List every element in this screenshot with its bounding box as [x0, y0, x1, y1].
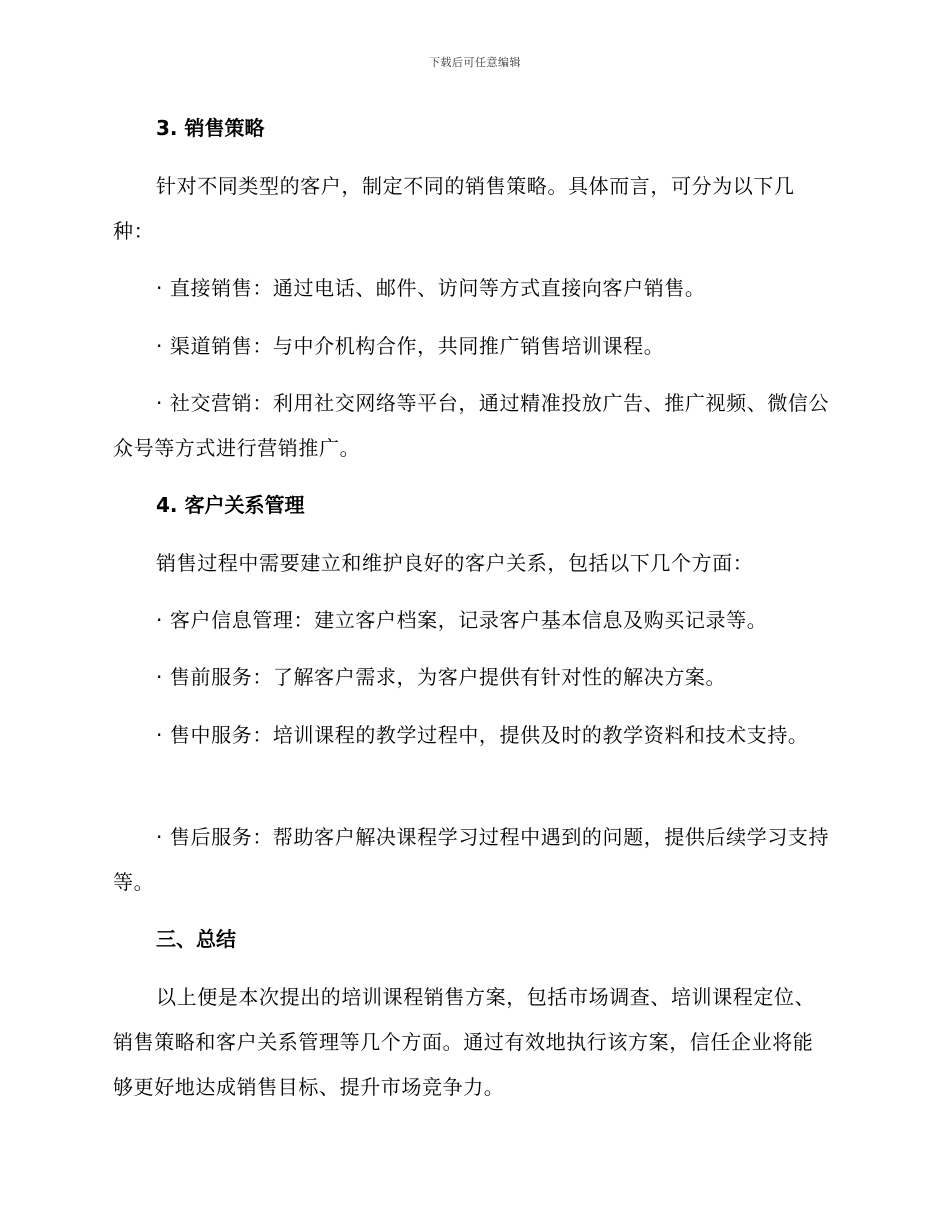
customer-relations-item-info: · 客户信息管理：建立客户档案，记录客户基本信息及购买记录等。	[156, 608, 768, 632]
section-heading-sales-strategy: 3. 销售策略	[156, 116, 265, 140]
header-note: 下载后可任意编辑	[429, 56, 521, 69]
sales-strategy-item-channel: · 渠道销售：与中介机构合作，共同推广销售培训课程。	[156, 334, 665, 358]
sales-strategy-item-social: · 社交营销：利用社交网络等平台，通过精准投放广告、推广视频、微信公众号等方式进行营销推广。	[113, 391, 830, 460]
sales-strategy-item-direct: · 直接销售：通过电话、邮件、访问等方式直接向客户销售。	[156, 276, 706, 300]
section-heading-customer-relations: 4. 客户关系管理	[156, 493, 305, 517]
customer-relations-item-insale: · 售中服务：培训课程的教学过程中，提供及时的教学资料和技术支持。	[156, 723, 809, 747]
summary-body: 以上便是本次提出的培训课程销售方案，包括市场调查、培训课程定位、销售策略和客户关系管理等几个方面。通过有效地执行该方案，信任企业将能够更好地达成销售目标、提升市场竞争力。	[113, 985, 816, 1099]
section-heading-summary: 三、总结	[156, 927, 236, 951]
sales-strategy-intro: 针对不同类型的客户，制定不同的销售策略。具体而言，可分为以下几种：	[113, 174, 795, 243]
customer-relations-item-presale: · 售前服务：了解客户需求，为客户提供有针对性的解决方案。	[156, 665, 727, 689]
customer-relations-intro: 销售过程中需要建立和维护良好的客户关系，包括以下几个方面：	[156, 551, 754, 575]
customer-relations-item-aftersale: · 售后服务：帮助客户解决课程学习过程中遇到的问题，提供后续学习支持等。	[113, 825, 830, 894]
